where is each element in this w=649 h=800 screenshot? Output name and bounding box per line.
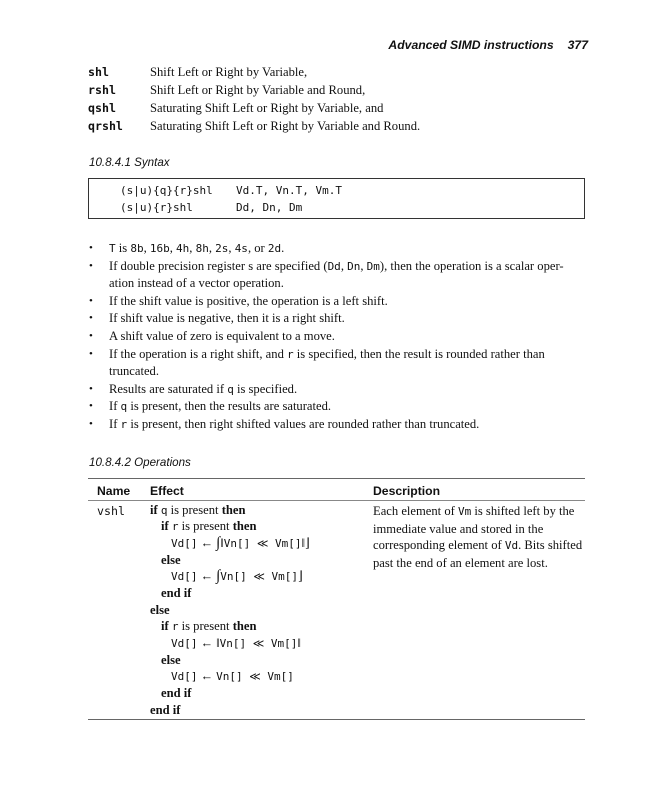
list-item: • T is 8b, 16b, 4h, 8h, 2s, 4s, or 2d. [88,240,588,258]
list-item: • Results are saturated if q is specified. [88,381,588,399]
mnemonic: qshl [88,101,116,115]
syntax-heading: 10.8.4.1 Syntax [89,156,170,169]
list-item: • If shift value is negative, then it is a right shift. [88,310,588,328]
bullet-icon: • [89,400,93,413]
syntax-operands: Vd.T, Vn.T, Vm.T [236,184,342,197]
mnemonic-description: Shift Left or Right by Variable, [150,65,308,79]
running-head [388,38,588,52]
bullet-icon: • [89,294,93,307]
column-header-name: Name [97,484,131,498]
code-line: end if [150,703,181,717]
syntax-form: (s|u){r}shl [120,201,193,214]
mnemonic-description: Saturating Shift Left or Right by Variable and Round. [150,119,421,133]
code-line: else [161,553,181,567]
bullet-icon: • [89,242,93,254]
syntax-operands: Dd, Dn, Dm [236,201,303,214]
bullet-icon: • [89,259,93,272]
code-line: Vd[] ← ∫Vn[] ≪ Vm[]⌋ [171,568,303,584]
column-header-description: Description [373,484,441,498]
mnemonic-description: Saturating Shift Left or Right by Variable, and [150,101,384,115]
mnemonic: shl [88,65,109,79]
code-line: Vd[] ← ‖Vn[] ≪ Vm[]‖ [171,636,301,650]
code-line: else [161,653,181,667]
operation-description: Each element of Vm is shifted left by the immediate value and stored in the corresponding element of Vd. Bits shifted past the end of an element are lost. [373,504,583,570]
bullet-icon: • [89,347,93,360]
code-line: end if [161,686,192,700]
list-item: • A shift value of zero is equivalent to a move. [88,328,588,346]
list-item: • If r is present, then right shifted values are rounded rather than truncated. [88,416,588,434]
list-item: • If the shift value is positive, the operation is a left shift. [88,293,588,311]
code-line: else [150,603,170,617]
code-line: if q is present then [150,503,246,517]
operations-heading: 10.8.4.2 Operations [89,456,191,469]
table-header-rule [88,500,585,501]
code-line: if r is present then [161,519,257,533]
code-line: Vd[] ← ∫‖Vn[] ≪ Vm[]‖⌋ [171,535,310,551]
operation-name: vshl [97,504,125,518]
mnemonic-description: Shift Left or Right by Variable and Round, [150,83,366,97]
list-item: • If q is present, then the results are saturated. [88,398,588,416]
bullet-icon: • [89,329,93,342]
syntax-form: (s|u){q}{r}shl [120,184,213,197]
syntax-notes-list [88,240,588,434]
list-item: • If the operation is a right shift, and r is specified, then the result is rounded rather than truncated. [89,346,545,379]
table-top-rule [88,478,585,479]
bullet-icon: • [89,382,93,395]
running-head-title: Advanced SIMD instructions [388,38,554,52]
mnemonic: rshl [88,83,116,97]
syntax-box [88,178,585,219]
code-line: if r is present then [161,619,257,633]
table-bottom-rule [88,719,585,720]
list-item: • If double precision register s are specified (Dd, Dn, Dm), then the operation is a scalar oper- ation instead of a vector operation. [89,258,564,291]
code-line: Vd[] ← Vn[] ≪ Vm[] [171,669,294,683]
column-header-effect: Effect [150,484,184,498]
bullet-icon: • [89,312,93,325]
code-line: end if [161,586,192,600]
mnemonic: qrshl [88,119,123,133]
page-number: 377 [567,38,588,52]
bullet-icon: • [89,417,93,430]
